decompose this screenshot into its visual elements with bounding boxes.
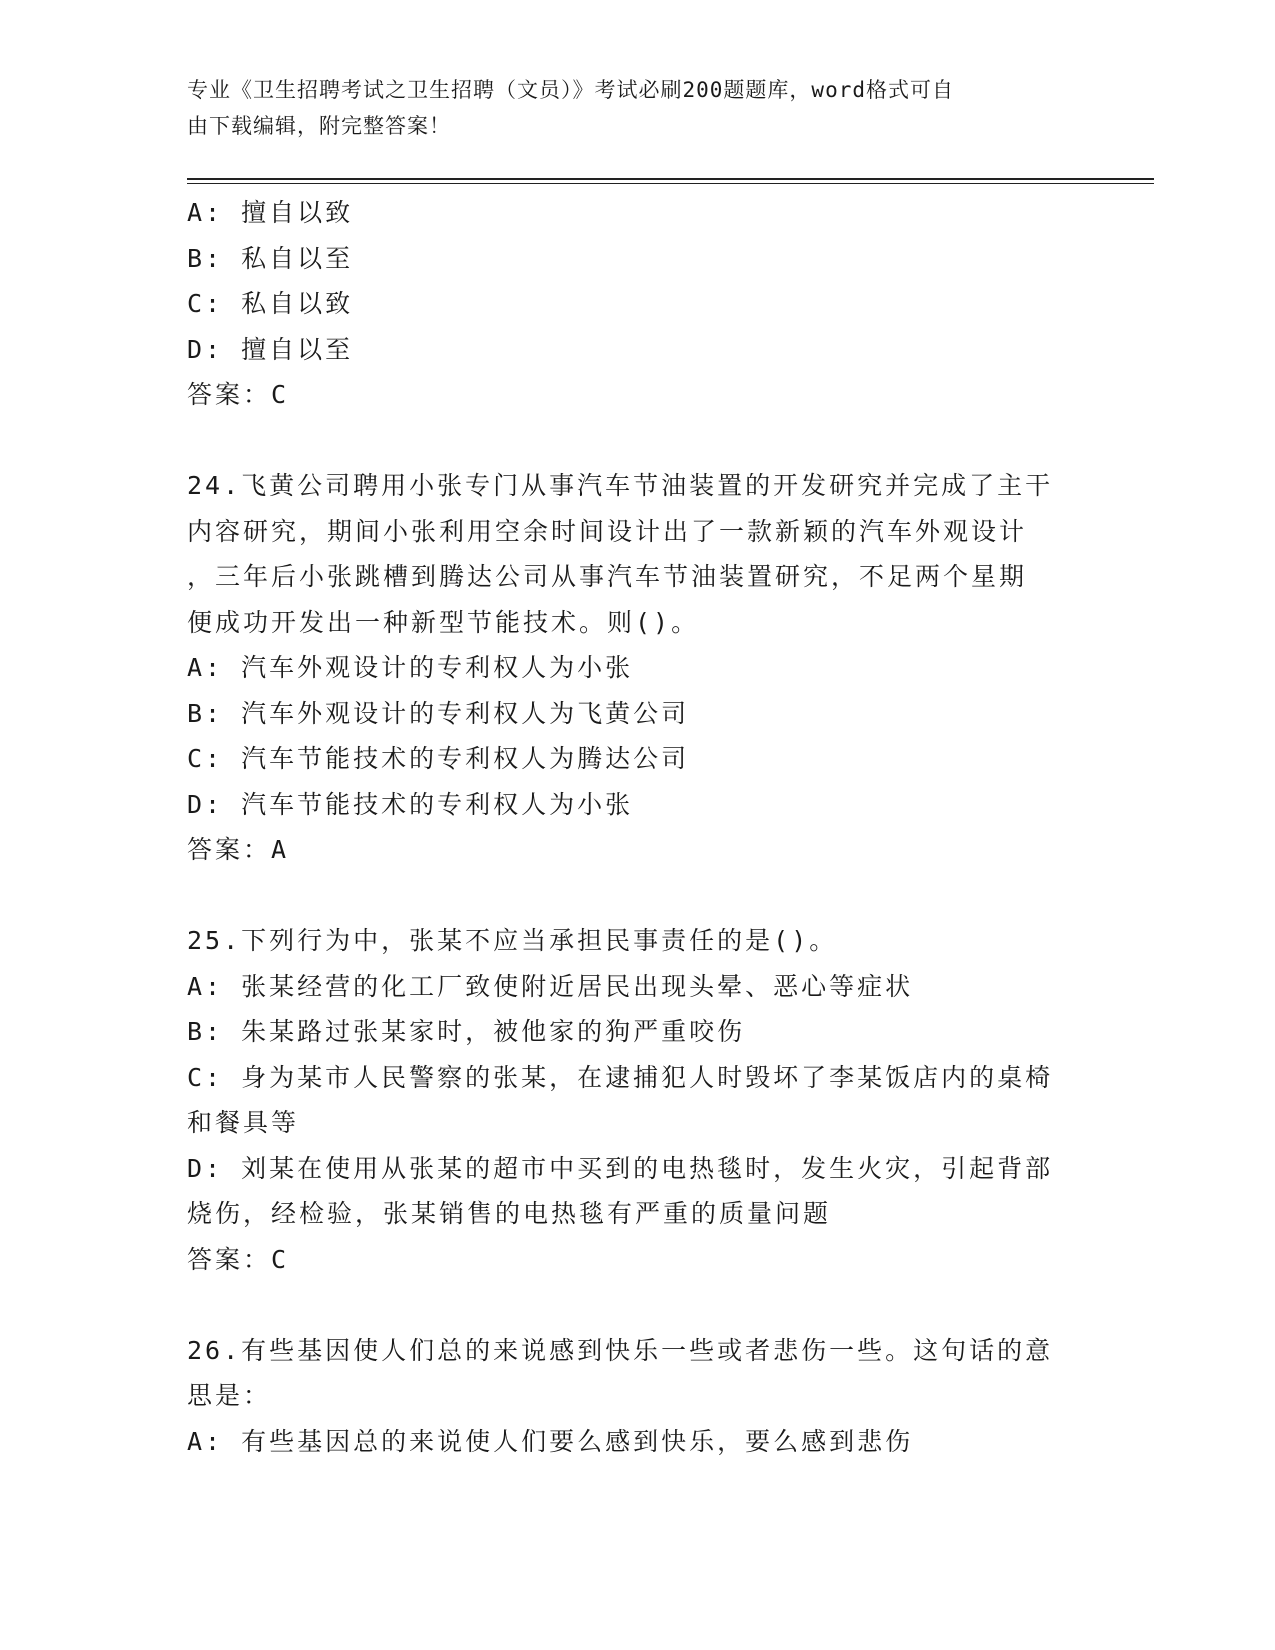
answer-line: 答案：C	[187, 1244, 290, 1274]
option-b: B: 汽车外观设计的专利权人为飞黄公司	[187, 698, 690, 728]
option-a: A: 擅自以致	[187, 198, 354, 227]
answer-line: 答案：A	[187, 835, 290, 864]
question-text: 25.下列行为中，张某不应当承担民事责任的是()。	[187, 926, 838, 955]
question-25-block	[187, 918, 1077, 1282]
header-divider	[187, 178, 1154, 184]
document-header	[187, 72, 1067, 144]
option-b: B: 朱某路过张某家时，被他家的狗严重咬伤	[187, 1017, 746, 1046]
question-text: 便成功开发出一种新型节能技术。则()。	[187, 607, 700, 637]
question-text: 思是：	[187, 1381, 272, 1410]
question-text: 内容研究，期间小张利用空余时间设计出了一款新颖的汽车外观设计	[187, 516, 1028, 546]
option-c-continued: 和餐具等	[187, 1108, 300, 1137]
question-text: ，三年后小张跳槽到腾达公司从事汽车节油装置研究，不足两个星期	[187, 562, 1028, 591]
option-a: A: 张某经营的化工厂致使附近居民出现头晕、恶心等症状	[187, 971, 914, 1001]
question-26-block	[187, 1328, 1077, 1465]
option-a: A: 有些基因总的来说使人们要么感到快乐，要么感到悲伤	[187, 1426, 914, 1456]
option-d-continued: 烧伤，经检验，张某销售的电热毯有严重的质量问题	[187, 1199, 832, 1228]
header-line-2: 由下载编辑，附完整答案！	[187, 114, 451, 138]
header-line-1: 专业《卫生招聘考试之卫生招聘（文员）》考试必刷200题题库，word格式可自	[187, 78, 954, 102]
option-d: D: 刘某在使用从张某的超市中买到的电热毯时，发生火灾，引起背部	[187, 1153, 1054, 1183]
option-d: D: 擅自以至	[187, 334, 354, 364]
question-23-block	[187, 190, 1077, 418]
option-c: C: 身为某市人民警察的张某，在逮捕犯人时毁坏了李某饭店内的桌椅	[187, 1062, 1054, 1092]
option-d: D: 汽车节能技术的专利权人为小张	[187, 789, 634, 819]
document-body	[187, 190, 1077, 1464]
option-c: C: 私自以致	[187, 289, 354, 318]
option-a: A: 汽车外观设计的专利权人为小张	[187, 653, 634, 682]
answer-line: 答案：C	[187, 380, 290, 409]
question-24-block	[187, 463, 1077, 873]
question-text: 24.飞黄公司聘用小张专门从事汽车节油装置的开发研究并完成了主干	[187, 471, 1054, 500]
option-c: C: 汽车节能技术的专利权人为腾达公司	[187, 744, 690, 773]
question-text: 26.有些基因使人们总的来说感到快乐一些或者悲伤一些。这句话的意	[187, 1335, 1054, 1365]
option-b: B: 私自以至	[187, 243, 354, 273]
